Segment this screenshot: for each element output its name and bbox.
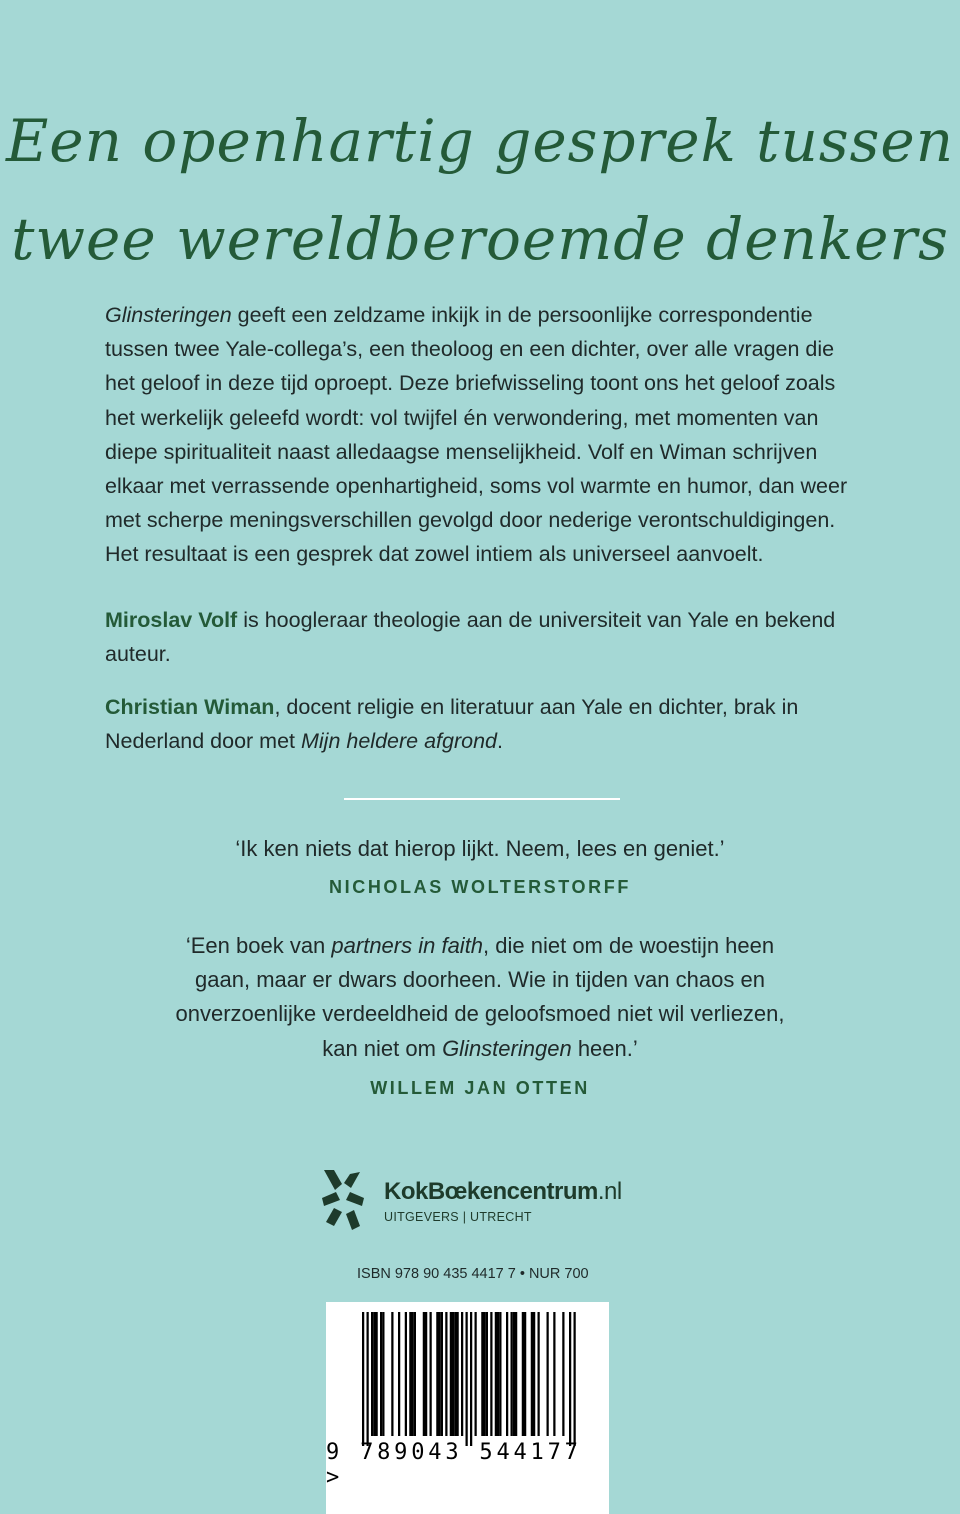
quote-2-attribution: WILLEM JAN OTTEN	[370, 1078, 590, 1098]
quote-2	[0, 929, 960, 1066]
barcode-bar	[481, 1312, 483, 1436]
barcode-bar	[398, 1312, 400, 1436]
quote-2-line-3: onverzoenlijke verdeeldheid de geloofsmoed niet wil verliezen,	[175, 1001, 785, 1027]
author-bio-wiman	[105, 690, 865, 758]
barcode-bar	[405, 1312, 407, 1436]
quote-2-italic-phrase: partners in faith	[331, 933, 484, 958]
barcode-bar	[538, 1312, 540, 1436]
barcode-bar	[495, 1312, 497, 1436]
barcode-bar	[531, 1312, 533, 1436]
publisher-name	[384, 1178, 622, 1206]
publisher-name-tld: .nl	[597, 1178, 622, 1205]
book-blurb	[105, 298, 865, 572]
barcode-bar	[425, 1312, 427, 1436]
quote-2-line-1	[0, 929, 960, 963]
cover-headline	[0, 92, 960, 288]
author-text-wiman: , docent religie en literatuur aan Yale en dichter, brak in Nederland door met	[105, 695, 799, 754]
barcode-bar	[430, 1312, 432, 1436]
barcode-bar	[569, 1312, 571, 1446]
barcode-bar	[362, 1312, 364, 1446]
barcode-bar	[391, 1312, 393, 1436]
barcode-bar	[452, 1312, 454, 1436]
barcode-bar	[445, 1312, 447, 1436]
barcode-bar	[376, 1312, 378, 1436]
headline-line-2: twee wereldberoemde denkers	[11, 205, 949, 273]
barcode-bar	[562, 1312, 564, 1436]
barcode-bar	[439, 1312, 441, 1436]
author-name-wiman: Christian Wiman	[105, 695, 275, 719]
barcode-bar	[511, 1312, 513, 1436]
barcode-bar	[457, 1312, 459, 1436]
author-book-title-wiman: Mijn heldere afgrond	[301, 729, 498, 754]
quote-2-text: heen.’	[571, 1035, 638, 1061]
barcode-bar	[484, 1312, 486, 1436]
author-bio-volf	[105, 603, 865, 671]
quote-1-attribution: NICHOLAS WOLTERSTORFF	[329, 877, 631, 897]
quote-2-text: ‘Een boek van	[185, 933, 332, 958]
barcode-digits-text: 9 789043 544177 >	[326, 1440, 582, 1490]
barcode-bar	[461, 1312, 463, 1436]
isbn-line: ISBN 978 90 435 4417 7 • NUR 700	[357, 1266, 589, 1282]
barcode-bar	[553, 1312, 555, 1436]
barcode-digits	[326, 1440, 609, 1490]
barcode-bar	[454, 1312, 456, 1436]
barcode	[326, 1302, 609, 1514]
blurb-book-title: Glinsteringen	[105, 303, 232, 327]
barcode-bar	[409, 1312, 411, 1436]
author-text-wiman-end: .	[497, 729, 503, 754]
quote-2-line-4	[0, 1032, 960, 1066]
barcode-bar	[475, 1312, 477, 1436]
author-name-volf: Miroslav Volf	[105, 608, 238, 632]
barcode-bar	[367, 1312, 369, 1446]
barcode-bar	[497, 1312, 499, 1436]
barcode-bar	[506, 1312, 508, 1436]
barcode-bar	[380, 1312, 382, 1436]
barcode-bar	[513, 1312, 515, 1436]
barcode-bar	[490, 1312, 492, 1436]
quote-2-book-title: Glinsteringen	[442, 1035, 572, 1061]
publisher-block	[320, 1168, 650, 1238]
barcode-bar	[436, 1312, 438, 1436]
barcode-bar	[515, 1312, 517, 1436]
quote-2-text: , die niet om de woestijn heen	[483, 933, 775, 958]
quote-1: ‘Ik ken niets dat hierop lijkt. Neem, lees en geniet.’	[235, 836, 725, 861]
kokboekencentrum-logo-icon	[320, 1168, 366, 1236]
quote-2-text: kan niet om	[322, 1035, 443, 1061]
publisher-name-main: KokBœkencentrum	[384, 1178, 598, 1205]
barcode-bar	[547, 1312, 549, 1436]
barcode-bar	[373, 1312, 375, 1436]
barcode-bar	[466, 1312, 468, 1446]
barcode-bar	[522, 1312, 524, 1436]
barcode-bar	[533, 1312, 535, 1436]
barcode-bar	[450, 1312, 452, 1436]
author-text-volf: is hoogleraar theologie aan de universiteit van Yale en bekend auteur.	[105, 608, 836, 667]
barcode-bar	[441, 1312, 443, 1436]
barcode-bar	[574, 1312, 576, 1446]
publisher-subtitle: UITGEVERS | UTRECHT	[384, 1210, 532, 1224]
quote-2-line-2: gaan, maar er dwars doorheen. Wie in tijden van chaos en	[195, 967, 765, 993]
barcode-bar	[499, 1312, 501, 1436]
headline-line-1: Een openhartig gesprek tussen	[5, 107, 955, 175]
divider-rule	[344, 798, 620, 800]
barcode-bar	[412, 1312, 414, 1436]
barcode-bar	[414, 1312, 416, 1436]
barcode-bar	[524, 1312, 526, 1436]
barcode-bar	[470, 1312, 472, 1446]
barcode-bar	[423, 1312, 425, 1436]
blurb-text: geeft een zeldzame inkijk in de persoonlijke correspondentie tussen twee Yale-collega’s, een theoloog en een dichter, over alle vragen die het geloof in deze tijd oproept. Deze briefwisseling toont ons het geloof zoals het werkelijk geleefd wordt: vol twijfel én verwondering, met momenten van diepe spiritualiteit naast alledaagse menselijkheid. Volf en Wiman schrijven elkaar met verrassende openhartigheid, soms vol warmte en humor, dan weer met scherpe meningsverschillen gevolgd door nederige verontschuldigingen. Het resultaat is een gesprek dat zowel intiem als universeel aanvoelt.	[105, 303, 848, 567]
barcode-bar	[486, 1312, 488, 1436]
barcode-bar	[371, 1312, 373, 1436]
barcode-bar	[382, 1312, 384, 1436]
